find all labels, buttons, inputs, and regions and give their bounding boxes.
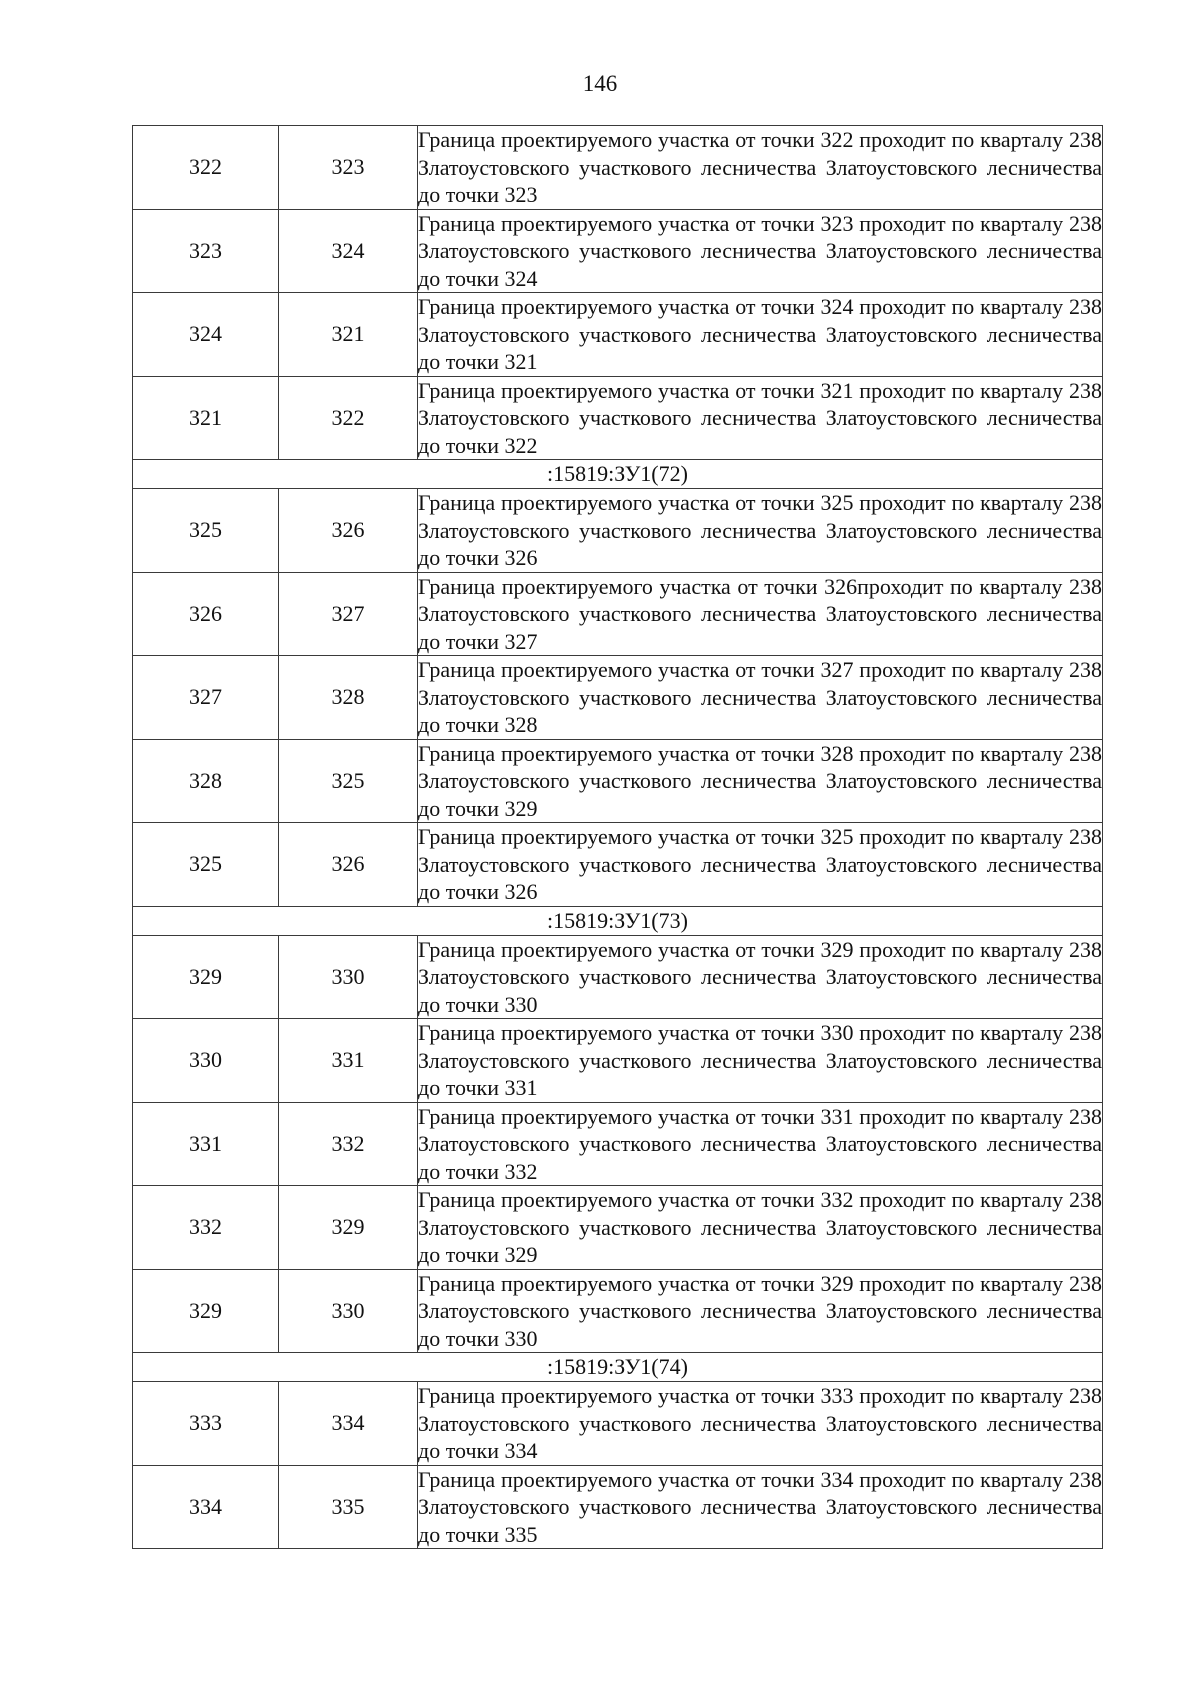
table-row [133, 656, 1103, 740]
table-row [133, 1465, 1103, 1549]
to-point-cell: 328 [279, 656, 418, 740]
from-point-cell: 325 [133, 489, 279, 573]
description-cell: Граница проектируемого участка от точки 325 проходит по кварталу 238 Златоустовского участкового лесничества Златоустовского лесничества до точки 326 [418, 824, 1102, 904]
from-point-cell: 333 [133, 1382, 279, 1466]
table-row [133, 209, 1103, 293]
table-row [133, 823, 1103, 907]
description-cell: Граница проектируемого участка от точки 329 проходит по кварталу 238 Златоустовского участкового лесничества Златоустовского лесничества до точки 330 [418, 1270, 1102, 1351]
to-point-cell: 327 [279, 572, 418, 656]
description-cell: Граница проектируемого участка от точки 334 проходит по кварталу 238 Златоустовского участкового лесничества Златоустовского лесничества до точки 335 [418, 1466, 1102, 1547]
to-point-cell: 329 [279, 1186, 418, 1270]
table-row [133, 376, 1103, 460]
from-point-cell: 322 [133, 126, 279, 210]
to-point-cell: 331 [279, 1019, 418, 1103]
section-label: :15819:ЗУ1(73) [133, 906, 1103, 935]
table-row [133, 935, 1103, 1019]
to-point-cell: 324 [279, 209, 418, 293]
to-point-cell: 326 [279, 489, 418, 573]
description-cell: Граница проектируемого участка от точки 330 проходит по кварталу 238 Златоустовского участкового лесничества Златоустовского лесничества до точки 331 [418, 1020, 1102, 1100]
description-cell: Граница проектируемого участка от точки 333 проходит по кварталу 238 Златоустовского участкового лесничества Златоустовского лесничества до точки 334 [418, 1383, 1102, 1463]
to-point-cell: 330 [279, 1269, 418, 1353]
to-point-cell: 326 [279, 823, 418, 907]
from-point-cell: 329 [133, 1269, 279, 1353]
from-point-cell: 331 [133, 1102, 279, 1186]
section-label: :15819:ЗУ1(72) [133, 460, 1103, 489]
boundary-table [132, 125, 1103, 1549]
table-row [133, 1102, 1103, 1186]
description-cell: Граница проектируемого участка от точки 328 проходит по кварталу 238 Златоустовского участкового лесничества Златоустовского лесничества до точки 329 [418, 740, 1102, 821]
from-point-cell: 332 [133, 1186, 279, 1270]
description-cell: Граница проектируемого участка от точки 322 проходит по кварталу 238 Златоустовского участкового лесничества Златоустовского лесничества до точки 323 [418, 127, 1102, 207]
table-row [133, 126, 1103, 210]
description-cell: Граница проектируемого участка от точки 332 проходит по кварталу 238 Златоустовского участкового лесничества Златоустовского лесничества до точки 329 [418, 1187, 1102, 1267]
to-point-cell: 330 [279, 935, 418, 1019]
description-cell: Граница проектируемого участка от точки 326проходит по кварталу 238 Златоустовского участкового лесничества Златоустовского лесничества до точки 327 [418, 573, 1102, 654]
description-cell: Граница проектируемого участка от точки 329 проходит по кварталу 238 Златоустовского участкового лесничества Златоустовского лесничества до точки 330 [418, 936, 1102, 1017]
table-row [133, 572, 1103, 656]
description-cell: Граница проектируемого участка от точки 327 проходит по кварталу 238 Златоустовского участкового лесничества Златоустовского лесничества до точки 328 [418, 657, 1102, 737]
page-number: 146 [582, 71, 618, 96]
description-cell: Граница проектируемого участка от точки 321 проходит по кварталу 238 Златоустовского участкового лесничества Златоустовского лесничества до точки 322 [418, 377, 1102, 458]
to-point-cell: 334 [279, 1382, 418, 1466]
section-row [133, 906, 1103, 935]
table-row [133, 489, 1103, 573]
section-row [133, 460, 1103, 489]
description-cell: Граница проектируемого участка от точки 325 проходит по кварталу 238 Златоустовского участкового лесничества Златоустовского лесничества до точки 326 [418, 490, 1102, 570]
table-row [133, 293, 1103, 377]
from-point-cell: 323 [133, 209, 279, 293]
section-label: :15819:ЗУ1(74) [133, 1353, 1103, 1382]
from-point-cell: 327 [133, 656, 279, 740]
to-point-cell: 335 [279, 1465, 418, 1549]
table-row [133, 1186, 1103, 1270]
table-row [133, 1269, 1103, 1353]
from-point-cell: 324 [133, 293, 279, 377]
from-point-cell: 321 [133, 376, 279, 460]
from-point-cell: 328 [133, 739, 279, 823]
table-row [133, 1019, 1103, 1103]
from-point-cell: 334 [133, 1465, 279, 1549]
to-point-cell: 321 [279, 293, 418, 377]
to-point-cell: 325 [279, 739, 418, 823]
section-row [133, 1353, 1103, 1382]
description-cell: Граница проектируемого участка от точки 331 проходит по кварталу 238 Златоустовского участкового лесничества Златоустовского лесничества до точки 332 [418, 1103, 1102, 1184]
description-cell: Граница проектируемого участка от точки 323 проходит по кварталу 238 Златоустовского участкового лесничества Златоустовского лесничества до точки 324 [418, 210, 1102, 291]
to-point-cell: 323 [279, 126, 418, 210]
table-row [133, 739, 1103, 823]
from-point-cell: 326 [133, 572, 279, 656]
to-point-cell: 332 [279, 1102, 418, 1186]
from-point-cell: 325 [133, 823, 279, 907]
to-point-cell: 322 [279, 376, 418, 460]
table-row [133, 1382, 1103, 1466]
from-point-cell: 330 [133, 1019, 279, 1103]
from-point-cell: 329 [133, 935, 279, 1019]
boundary-table-body [133, 126, 1103, 1549]
description-cell: Граница проектируемого участка от точки 324 проходит по кварталу 238 Златоустовского участкового лесничества Златоустовского лесничества до точки 321 [418, 294, 1102, 374]
